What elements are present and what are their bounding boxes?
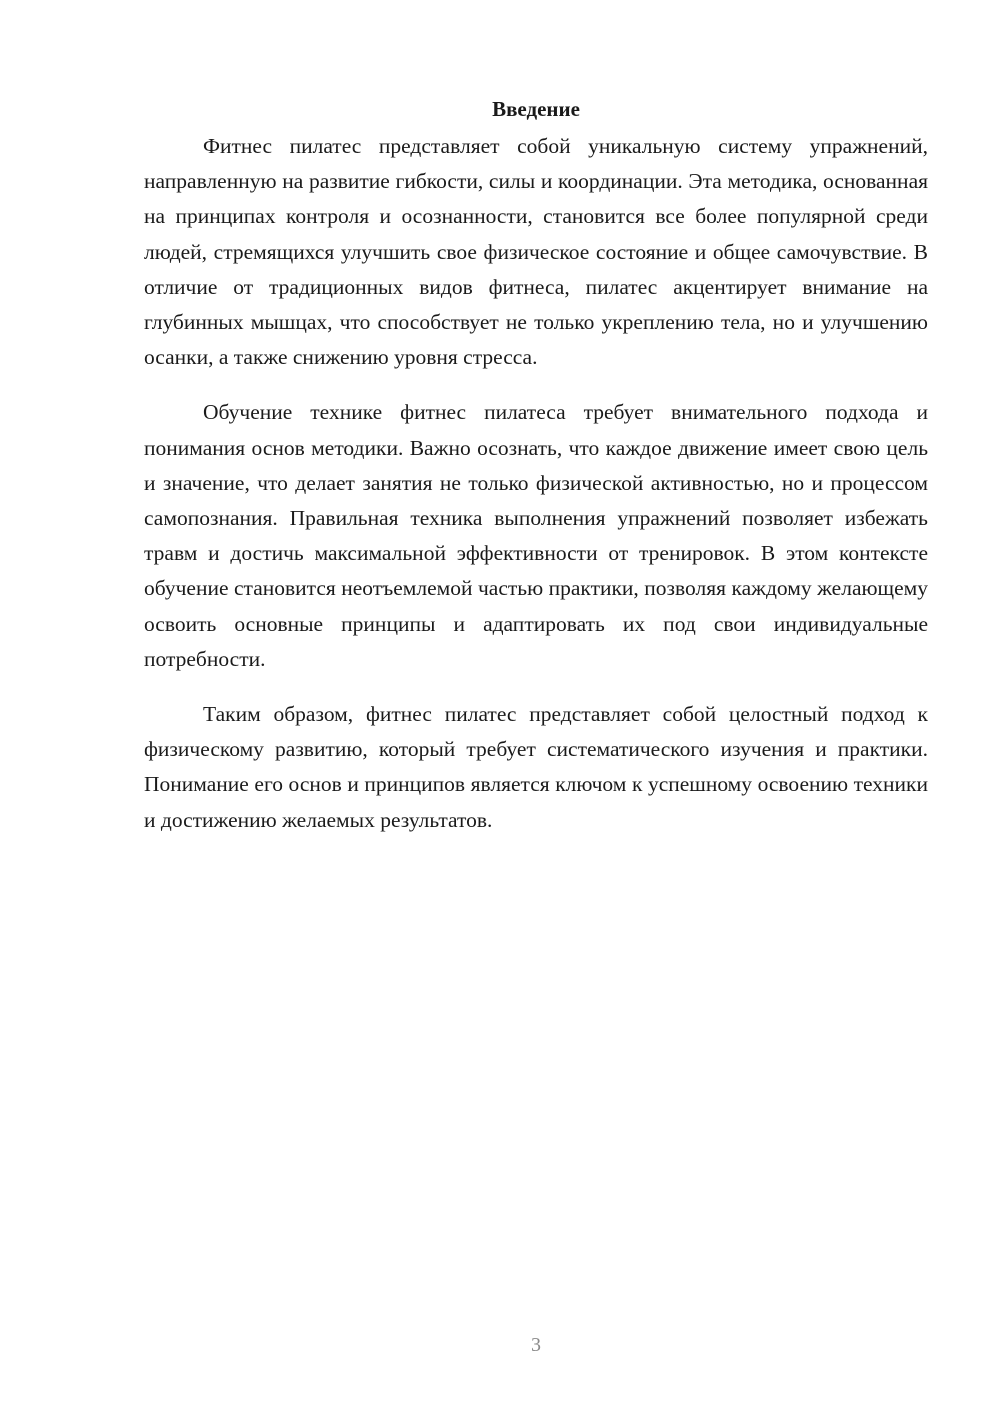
page-number: 3 xyxy=(531,1334,541,1356)
page-content xyxy=(144,92,928,858)
paragraph-3: Таким образом, фитнес пилатес представляет собой целостный подход к физическому развитию, который требует систематического изучения и практики. Понимание его основ и принципов является ключом к успешному освоению техники и достижению желаемых результатов. xyxy=(144,702,928,832)
paragraph-1: Фитнес пилатес представляет собой уникальную систему упражнений, направленную на развитие гибкости, силы и координации. Эта методика, основанная на принципах контроля и осознанности, становится все более популярной среди людей, стремящихся улучшить свое физическое состояние и общее самочувствие. В отличие от традиционных видов фитнеса, пилатес акцентирует внимание на глубинных мышцах, что способствует не только укреплению тела, но и улучшению осанки, а также снижению уровня стресса. xyxy=(144,134,928,370)
paragraph-2: Обучение технике фитнес пилатеса требует внимательного подхода и понимания основ методики. Важно осознать, что каждое движение имеет свою цель и значение, что делает занятия не только физической активностью, но и процессом самопознания. Правильная техника выполнения упражнений позволяет избежать травм и достичь максимальной эффективности от тренировок. В этом контексте обучение становится неотъемлемой частью практики, позволяя каждому желающему освоить основные принципы и адаптировать их под свои индивидуальные потребности. xyxy=(144,400,928,671)
section-title: Введение xyxy=(492,97,580,121)
